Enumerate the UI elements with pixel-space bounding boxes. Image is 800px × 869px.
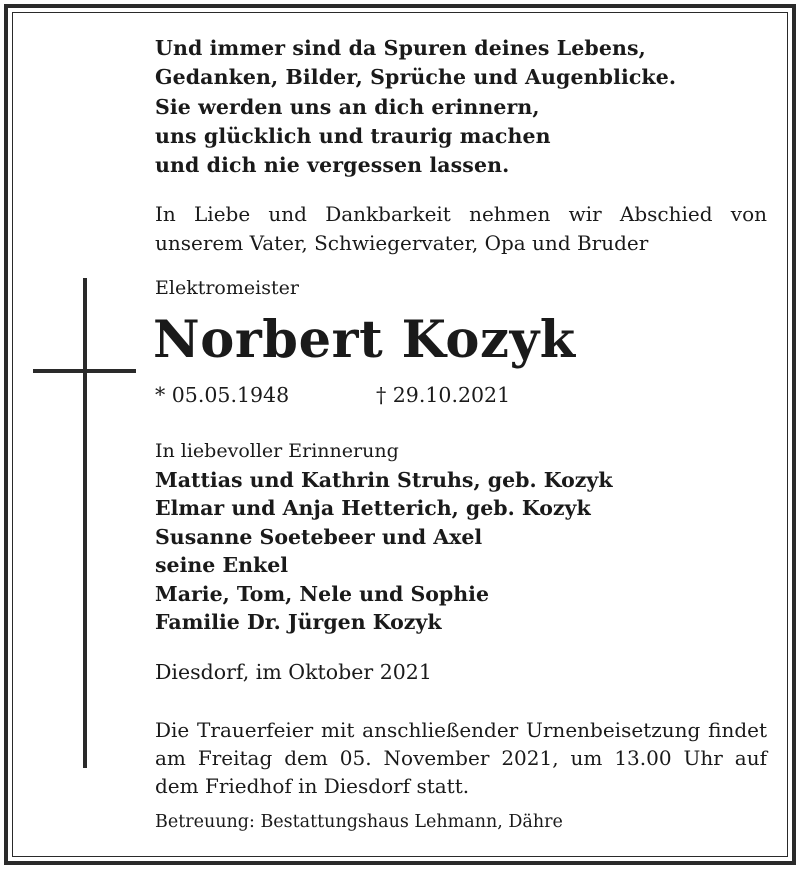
mourner-line: seine Enkel [155,553,289,578]
deceased-name: Norbert Kozyk [153,310,576,370]
verse-line: Gedanken, Bilder, Sprüche und Augenblicke. [155,65,677,90]
cross-bar [33,369,136,373]
mourner-line: Mattias und Kathrin Struhs, geb. Kozyk [155,468,613,492]
profession-title: Elektromeister [155,277,299,299]
funeral-service-info [155,716,767,800]
verse-line: Sie werden uns an dich erinnern, [155,94,540,119]
mourners-label: In liebevoller Erinnerung [155,440,399,462]
mourners-list [155,466,613,636]
verse-line: Und immer sind da Spuren deines Lebens, [155,36,646,60]
service-line: dem Friedhof in Diesdorf statt. [155,774,470,798]
service-line: am Freitag dem 05. November 2021, um 13.00 Uhr auf [155,746,767,770]
mourner-line: Familie Dr. Jürgen Kozyk [155,610,442,635]
intro-line: In Liebe und Dankbarkeit nehmen wir Abschied von [155,202,767,226]
verse-line: und dich nie vergessen lassen. [155,153,510,178]
farewell-intro [155,200,767,258]
funeral-home-credit: Betreuung: Bestattungshaus Lehmann, Dähre [155,812,563,832]
mourner-line: Susanne Soetebeer und Axel [155,524,483,549]
verse-line: uns glücklich und traurig machen [155,123,551,148]
intro-line: unserem Vater, Schwiegervater, Opa und Bruder [155,231,649,255]
death-date: † 29.10.2021 [376,383,511,407]
place-date: Diesdorf, im Oktober 2021 [155,660,432,684]
mourner-line: Marie, Tom, Nele und Sophie [155,581,489,606]
memorial-verse [155,34,676,180]
cross-icon [83,278,87,768]
service-line: Die Trauerfeier mit anschließender Urnenbeisetzung findet [155,718,767,742]
mourner-line: Elmar und Anja Hetterich, geb. Kozyk [155,496,591,521]
birth-date: * 05.05.1948 [155,383,290,407]
